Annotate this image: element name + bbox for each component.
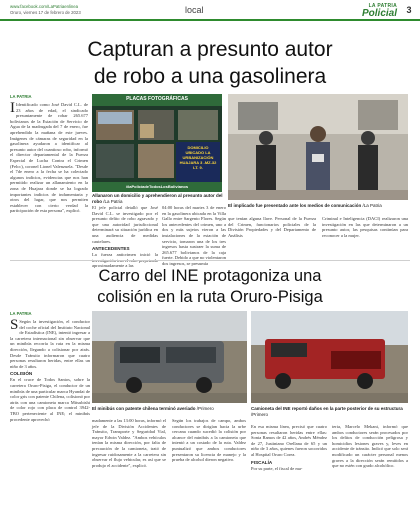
article1-col3: 04:00 horas del martes 3 de enero en la gasolinera ubicada en la Villa Gallo entre Sargento Flores. Según los antecedentes del crimen, uno a dos y más sujetos vieron a las instalaciones de la estación de servicio, tomaron una de los tres ingresos hasta sustraer la suma de 265.677 bolivianos de la caja fuerte. Debido a que no violentaron dos ingresos, se presumía xyxy=(162,205,226,266)
section-label: local xyxy=(185,5,204,15)
minibus-illustration xyxy=(92,311,247,403)
logo-top-text: LA PATRIA xyxy=(368,3,397,9)
board-footer: #laPolicíadeTodosLosBolivianos xyxy=(125,184,189,189)
article1-caption2 xyxy=(228,203,408,209)
article2-headline-line1: Carro del INE protagoniza una xyxy=(98,267,322,285)
dateline: Oruro, viernes 17 de febrero de 2023 xyxy=(10,10,81,15)
article1-headline-line1: Capturan a presunto autor xyxy=(87,38,333,61)
press-illustration xyxy=(228,94,408,200)
article1-caption2-text: El implicado fue presentado ante los medios de comunicación xyxy=(228,203,362,208)
article2-col3: Según los trabajos de campo, ambos conductores se dirigían hacia la urbe cercana cuando sucedió la colisión por alcance del minibús a la camioneta que intentó a un costado de la ruta. Valdez puntualizó que ambos conductores presentaron su licencia de manejo y la prueba de alcohol dieron negativo. xyxy=(172,418,246,463)
article1-caption2-credit: /La Patria xyxy=(362,203,382,208)
article2-col4b-text: Por su parte, el fiscal de ma- xyxy=(251,465,303,471)
article1-col1-text: Identificado como José David C.L. de 23 años de edad, el sindicado presuntamente de robar 265.677 bolivianos de la Estación de Servicio de Agua de la madrugada del 7 de enero, fue aprehendido la mañana de este jueves. Imágenes de cámaras de seguridad en la gasolinera ayudaron a identificar al presunto autor del cuantioso robo, informó el director departamental de la Fuerza Especial de Lucha Contra el Crimen (Felcc), coronel Lionel Valenzuela. "Desde el 7de enero a la fecha se ha colectado algunos indicios, evidencias que nos han permitido realizar un allanamiento en la zona de Huajara donde se ha logrado importantes indicios de indumentaria y otros del lugar, que nos permiten establecer con cierto verdad la participación de esta persona", explicó. xyxy=(10,102,88,214)
newspaper-logo xyxy=(335,3,397,19)
article1-col2b-text: La fuerza anticrimen inició la aproximadamente a las xyxy=(92,252,158,269)
article1-headline-line2: de robo a una gasolinera xyxy=(93,65,327,88)
logo-bottom-text: Policial xyxy=(361,8,397,19)
article2-col1 xyxy=(10,319,90,524)
article2-col5: teria, Marcelo Mekani, informó que ambos conductores serán procesados por los delitos de conducción peligrosa y homicidios lesiones graves y, leves en accidente de tránsito. Indicó que solo será modificado un carácter personal menos graves a la dirección serán remitidos a que no estén con grado alcohólico. xyxy=(332,424,408,469)
article2-col1-subhead: COLISIÓN xyxy=(10,371,33,377)
pickup-illustration xyxy=(251,311,408,403)
article2-caption2-credit: /Primero xyxy=(251,411,269,417)
facebook-url[interactable]: www.facebook.com/LaPatriaenlinea xyxy=(10,4,79,9)
drop-cap: I xyxy=(10,100,15,116)
article2-col1b-text: En el cruce de Todos Santos, sobre la carretera Oruro-Pisiga, el conductor de un minibús de una particular marca Hyundai de color gris con patente Chilena, colisionó por atrás con una camioneta marca Mitsubishi de color rojo con placa de control 3942-TBO perteneciente al INE; el minibús procedente aprovechó xyxy=(10,377,90,422)
article2-caption2-text: Camioneta del INE reportó daños en la parte posterior de su estructura xyxy=(251,406,403,411)
article1-col2-subhead: ANTECEDENTES xyxy=(92,246,130,252)
page-number: 3 xyxy=(406,5,412,15)
board-note: DOMICILIO UBICADO LA URBANIZACIÓN HUAJARA 3 -MZ-32 LT. 9. xyxy=(179,145,217,170)
board-illustration xyxy=(92,94,222,192)
article1-caption1-credit: /La Patria xyxy=(103,198,123,204)
article1-col5: Criminal e Inteligencia (DACI) realizaron una investigación en las que determinaron a un presunto autor, las pesquisas continúan para reconocer a la mujer. xyxy=(322,216,408,238)
article1-tag: LA PATRIA xyxy=(10,94,32,99)
article1-photo-board xyxy=(92,94,222,192)
article2-col4-subhead: FISCALÍA xyxy=(251,459,273,465)
article1-col2-text: El jefe policial detalló que José David C.L. se investigado por el presunto delito de robo agravado y que una autoridad jurisdiccional determinará su situación jurídica en una audiencia de medidas cautelares. xyxy=(92,205,158,244)
article2-col1-text: Según la investigación, el conductor del coche oficial del Instituto Nacional de Estadística (INE), intentó ingresar a la carretera internacional sin observar que un minibús recorría la ruta en la misma dirección, llegando a colisionar por atrás. Desde Tránsito informaron que cuatro personas resultaron heridas, entre ellas un niño de 3 años. xyxy=(10,319,90,369)
article2-caption1-credit: /Primero xyxy=(196,406,214,411)
article1-col4: que tenían alguna llave. Personal de la Fuerza del Crimen, funcionarios policiales de la División Propiedades y del Departamento de Análisis xyxy=(228,216,316,238)
article2-caption1-text: El minibús con patente chilena terminó averiado xyxy=(92,406,196,411)
article1-col1 xyxy=(10,102,88,242)
article2-caption1 xyxy=(92,406,247,412)
article2-headline-line2: colisión en la ruta Oruro-Pisiga xyxy=(97,288,323,306)
article2-photo-pickup xyxy=(251,311,408,403)
article2-caption2 xyxy=(251,406,408,417)
board-label: PLACAS FOTOGRÁFICAS xyxy=(126,96,188,102)
page-header xyxy=(0,0,420,28)
article2-tag: LA PATRIA xyxy=(10,311,32,316)
article1-caption1-text: Allanaron un domicilio y aprehendieron al presunto autor del robo xyxy=(92,193,223,204)
article1-col2 xyxy=(92,205,158,269)
article1-caption1 xyxy=(92,193,224,204)
article1-photo-press xyxy=(228,94,408,200)
header-rule xyxy=(0,19,420,21)
article2-headline xyxy=(20,266,400,308)
article-divider xyxy=(10,260,410,261)
article2-col2: madamente a las 13:00 horas, informó el jefe de la División Accidentes de Tránsito, Transporte y Seguridad Vial, mayor Edwin Valdez. "Ambos vehículos tenían la misma dirección, por falta de precaución de la camioneta, trató de ingresar ruidosamente a la carretera sin observar el flujo vehicular, es así que se produjo el accidente", explicó. xyxy=(92,418,166,468)
article2-photo-minibus xyxy=(92,311,247,403)
article2-col4-text: En esa misma línea, precisó que cuatro personas resultaron heridas entre ellas: Sonia Ramos de 42 años, Andrés Méndez de 27, Justiniano Orellana de 65 y un niño de 3 años, quienes fueron socorridos al Hospital Oruro Corea. xyxy=(251,424,327,457)
article1-headline xyxy=(30,36,390,90)
drop-cap: S xyxy=(10,317,19,333)
article2-col4 xyxy=(251,424,327,524)
